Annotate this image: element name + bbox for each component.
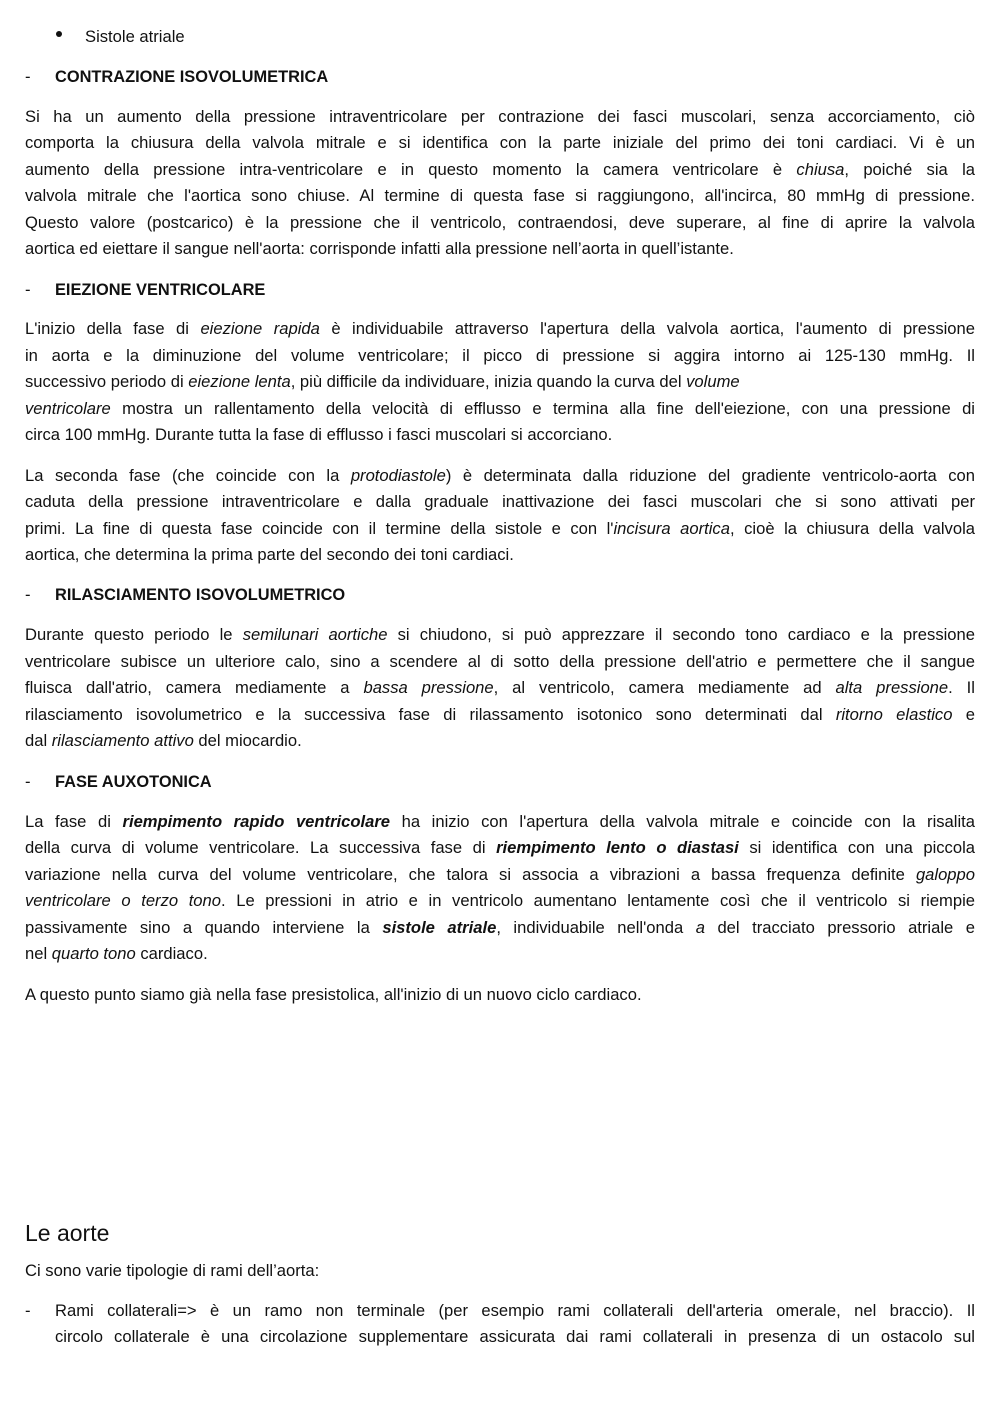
paragraph-line: Si ha un aumento della pressione intraventricolare per contrazione dei fasci muscolari, senza accorciamento, ciò xyxy=(25,107,975,126)
paragraph-line: caduta della pressione intraventricolare e dalla graduale inattivazione dei fasci muscolari che si sono attivati per xyxy=(25,492,975,511)
paragraph-line: passivamente sino a quando interviene la sistole atriale, individuabile nell'onda a del tracciato pressorio atriale e xyxy=(25,918,976,937)
heading-dash: - xyxy=(25,772,31,791)
paragraph-line: aortica ed eiettare il sangue nell'aorta: corrisponde infatti alla pressione nell’aorta in quell’istante. xyxy=(25,239,734,258)
paragraph-line: rilasciamento isovolumetrico e la successiva fase di rilassamento isotonico sono determinati dal ritorno elastico e xyxy=(25,705,975,724)
section-title-aorte: Le aorte xyxy=(25,1220,110,1246)
paragraph-line: Durante questo periodo le semilunari aortiche si chiudono, si può apprezzare il secondo tono cardiaco e la pressione xyxy=(25,625,975,644)
paragraph-line: successivo periodo di eiezione lenta, più difficile da individuare, inizia quando la curva del volume xyxy=(25,372,740,391)
paragraph-line: circa 100 mmHg. Durante tutta la fase di efflusso i fasci muscolari si accorciano. xyxy=(25,425,613,444)
paragraph-line: La seconda fase (che coincide con la protodiastole) è determinata dalla riduzione del gradiente ventricolo-aorta con xyxy=(25,466,975,485)
paragraph-line: in aorta e la diminuzione del volume ventricolare; il picco di pressione si aggira intorno ai 125-130 mmHg. Il xyxy=(25,346,975,365)
heading-dash: - xyxy=(25,585,31,604)
paragraph-line: L'inizio della fase di eiezione rapida è individuabile attraverso l'apertura della valvola aortica, l'aumento di pressione xyxy=(25,319,975,338)
heading-dash: - xyxy=(25,280,31,299)
list-item-line: Rami collaterali=> è un ramo non terminale (per esempio rami collaterali dell'arteria omerale, nel braccio). Il xyxy=(55,1301,975,1320)
list-item-line: circolo collaterale è una circolazione supplementare assicurata dai rami collaterali in presenza di un ostacolo sul xyxy=(55,1327,975,1346)
paragraph-line: della curva di volume ventricolare. La successiva fase di riempimento lento o diastasi si identifica con una piccola xyxy=(25,838,975,857)
section-heading-eiezione: EIEZIONE VENTRICOLARE xyxy=(55,281,266,299)
bullet-icon xyxy=(56,31,62,37)
paragraph-line: valvola mitrale che l'aortica sono chiuse. Al termine di questa fase si raggiungono, all'incirca, 80 mmHg di pressione. xyxy=(25,186,975,205)
bullet-item-text: Sistole atriale xyxy=(85,27,185,46)
paragraph-line: fluisca dall'atrio, camera mediamente a bassa pressione, al ventricolo, camera mediamente ad alta pressione. Il xyxy=(25,678,975,697)
paragraph-line: Ci sono varie tipologie di rami dell’aorta: xyxy=(25,1261,320,1280)
paragraph-line: aumento della pressione intra-ventricolare e in questo momento la camera ventricolare è chiusa, poiché sia la xyxy=(25,160,975,179)
paragraph-line: La fase di riempimento rapido ventricolare ha inizio con l'apertura della valvola mitrale e coincide con la risalita xyxy=(25,812,975,831)
paragraph-line: variazione nella curva del volume ventricolare, che talora si associa a vibrazioni a bassa frequenza definite galoppo xyxy=(25,865,975,884)
list-dash: - xyxy=(25,1301,31,1320)
paragraph-line: comporta la chiusura della valvola mitrale e si identifica con la parte iniziale del primo dei toni cardiaci. Vi è un xyxy=(25,133,975,152)
paragraph-line: dal rilasciamento attivo del miocardio. xyxy=(25,731,302,750)
paragraph-line: aortica, che determina la prima parte del secondo dei toni cardiaci. xyxy=(25,545,514,564)
paragraph-line: ventricolare o terzo tono. Le pressioni in atrio e in ventricolo aumentano lentamente così che il ventricolo si riempie xyxy=(25,891,975,910)
section-heading-contrazione: CONTRAZIONE ISOVOLUMETRICA xyxy=(55,68,329,86)
heading-dash: - xyxy=(25,67,31,86)
paragraph-line: ventricolare mostra un rallentamento della velocità di efflusso e termina alla fine dell'eiezione, con una pressione di xyxy=(25,399,975,418)
paragraph-line: Questo valore (postcarico) è la pressione che il ventricolo, contraendosi, deve superare, al fine di aprire la valvola xyxy=(25,213,975,232)
paragraph-line: nel quarto tono cardiaco. xyxy=(25,944,208,963)
paragraph-line: A questo punto siamo già nella fase presistolica, all'inizio di un nuovo ciclo cardiaco. xyxy=(25,985,642,1004)
section-heading-auxotonica: FASE AUXOTONICA xyxy=(55,773,212,791)
paragraph-line: ventricolare subisce un ulteriore calo, sino a scendere al di sotto della pressione dell'atrio e permettere che il sangue xyxy=(25,652,975,671)
paragraph-line: primi. La fine di questa fase coincide con il termine della sistole e con l'incisura aortica, cioè la chiusura della valvola xyxy=(25,519,975,538)
section-heading-rilasciamento: RILASCIAMENTO ISOVOLUMETRICO xyxy=(55,586,346,604)
